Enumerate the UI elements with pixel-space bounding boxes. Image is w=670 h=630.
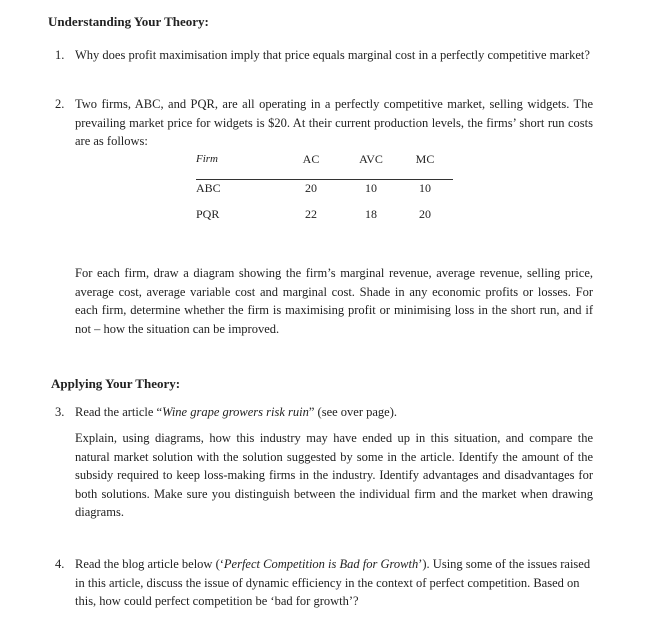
table-header-firm: Firm xyxy=(196,153,218,165)
table-header-rule xyxy=(196,179,453,180)
table-header-avc: AVC xyxy=(359,152,383,166)
table-cell-pqr-avc: 18 xyxy=(365,207,377,221)
question-4-number: 4. xyxy=(55,557,65,571)
table-cell-pqr-mc: 20 xyxy=(419,207,431,221)
table-cell-abc-avc: 10 xyxy=(365,181,377,195)
question-2-intro: Two firms, ABC, and PQR, are all operating in a perfectly competitive market, selling widgets. The prevailing market price for widgets is $20. At their current production levels, the firms’ short run costs are as follows: xyxy=(75,97,593,148)
table-cell-firm-abc: ABC xyxy=(196,181,221,195)
question-1-text: Why does profit maximisation imply that price equals marginal cost in a perfectly competitive market? xyxy=(75,48,590,62)
table-header-ac: AC xyxy=(302,152,320,166)
table-cell-firm-pqr: PQR xyxy=(196,207,220,221)
question-2-number: 2. xyxy=(55,97,65,111)
section-heading-understanding: Understanding Your Theory: xyxy=(48,14,209,29)
question-4-text: Read the blog article below (‘Perfect Competition is Bad for Growth’). Using some of the issues raised in this article, discuss the issue of dynamic efficiency in the context of perfect competition. Based on this, how could perfect competition be ‘bad for growth’? xyxy=(75,557,591,608)
blog-title-perfect-competition: Perfect Competition is Bad for Growth xyxy=(223,557,419,571)
question-1-number: 1. xyxy=(55,48,65,62)
question-2-task: For each firm, draw a diagram showing the firm’s marginal revenue, average revenue, selling price, average cost, average variable cost and marginal cost. Shade in any economic profits or losses. For each firm, determine whether the firm is maximising profit or minimising loss in the short run, and if not – how the situation can be improved. xyxy=(75,266,593,336)
table-header-mc: MC xyxy=(415,152,435,166)
section-heading-applying: Applying Your Theory: xyxy=(51,376,181,391)
table-cell-pqr-ac: 22 xyxy=(305,207,317,221)
question-3-text: Explain, using diagrams, how this industry may have ended up in this situation, and compare the natural market solution with the solution suggested by some in the article. Identify the amount of the subsidy required to keep loss-making firms in the industry. Identify advantages and disadvantages for both solutions. Make sure you distinguish between the individual firm and the market when drawing diagrams. xyxy=(75,431,593,519)
article-title-wine: Wine grape growers risk ruin xyxy=(162,405,309,419)
table-cell-abc-mc: 10 xyxy=(419,181,431,195)
question-3-instruction: Read the article “Wine grape growers risk ruin” (see over page). xyxy=(75,405,398,419)
table-cell-abc-ac: 20 xyxy=(305,181,317,195)
question-3-number: 3. xyxy=(55,405,65,419)
